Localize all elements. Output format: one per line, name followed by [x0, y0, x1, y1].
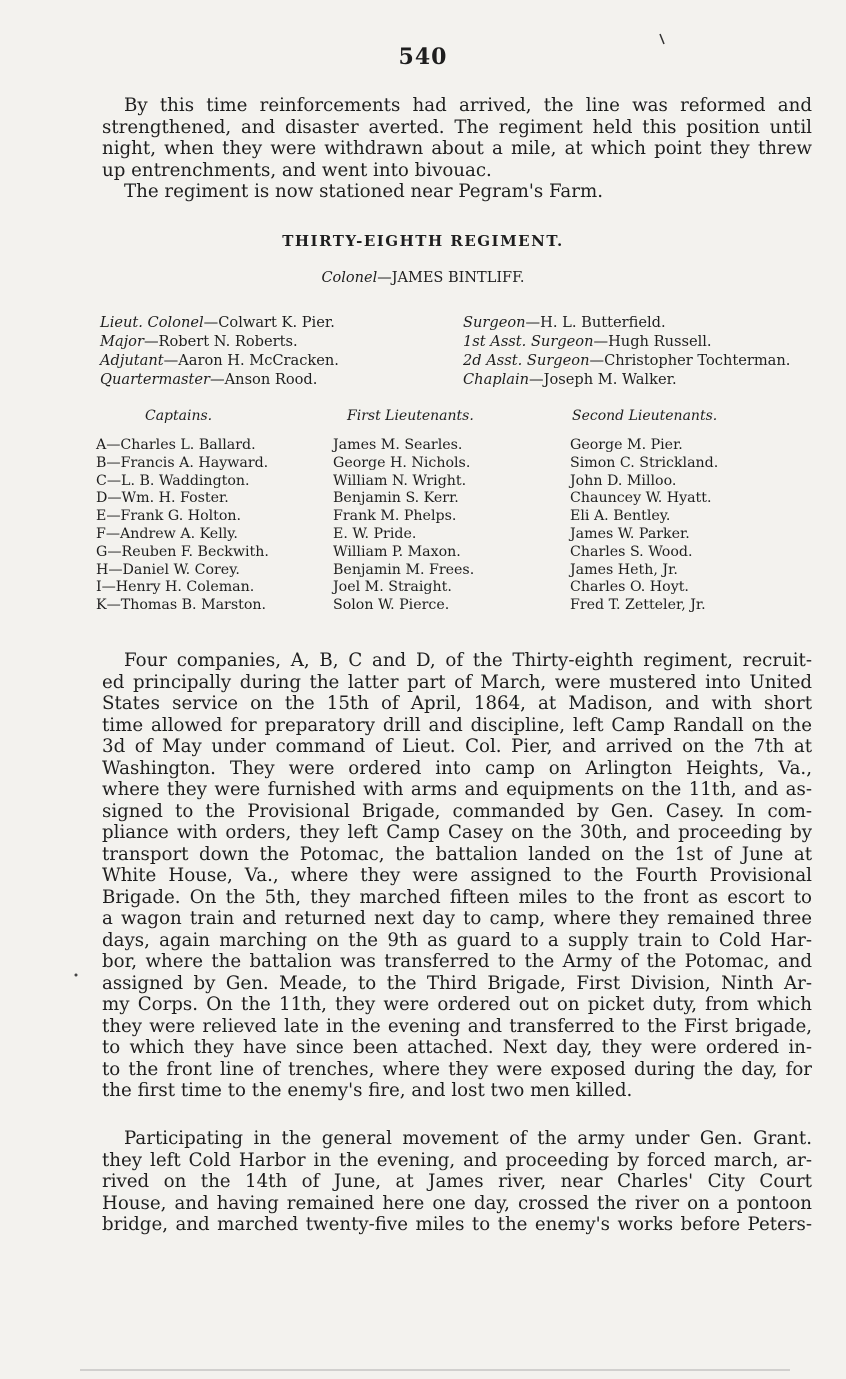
text-line: ed principally during the latter part of March, were mustered into United: [102, 671, 812, 693]
text-line: By this time reinforcements had arrived, the line was reformed and: [124, 95, 812, 116]
captain-name: C—L. B. Waddington.: [96, 472, 250, 489]
officer-name: Joseph M. Walker.: [543, 371, 677, 388]
officer-left: Adjutant—Aaron H. McCracken.: [100, 352, 339, 369]
second-lieutenant-name: Charles O. Hoyt.: [570, 579, 689, 596]
first-lieutenant-name: Frank M. Phelps.: [333, 508, 457, 525]
officer-title: Chaplain: [463, 371, 530, 388]
text-line: Participating in the general movement of the army under Gen. Grant.: [124, 1128, 812, 1149]
roster-row: [96, 544, 816, 562]
second-lieutenant-name: Eli A. Bentley.: [570, 508, 671, 525]
officer-left: Lieut. Colonel—Colwart K. Pier.: [100, 314, 335, 331]
captain-name: B—Francis A. Hayward.: [96, 454, 269, 471]
second-lieutenant-name: James W. Parker.: [570, 525, 690, 542]
first-lieutenant-name: Joel M. Straight.: [333, 579, 452, 596]
page-number: 540: [398, 44, 448, 70]
intro-paragraph: [102, 95, 812, 203]
text-line: the first time to the enemy's fire, and lost two men killed.: [102, 1080, 633, 1101]
officer-name: Anson Rood.: [224, 371, 318, 388]
second-lieutenant-name: Fred T. Zetteler, Jr.: [570, 597, 706, 614]
roster-row: [96, 526, 816, 544]
text-line: House, and having remained here one day, crossed the river on a pontoon: [102, 1192, 812, 1214]
text-line: assigned by Gen. Meade, to the Third Brigade, First Division, Ninth Ar-: [102, 972, 812, 994]
officer-right: 2d Asst. Surgeon—Christopher Tochterman.: [463, 352, 791, 369]
colonel-line: Colonel—JAMES BINTLIFF.: [321, 270, 525, 286]
second-lieutenant-name: Charles S. Wood.: [570, 543, 693, 560]
second-lieutenant-name: George M. Pier.: [570, 437, 683, 453]
captain-name: K—Thomas B. Marston.: [96, 597, 267, 614]
text-line: The regiment is now stationed near Pegram's Farm.: [124, 181, 603, 202]
text-line: signed to the Provisional Brigade, commanded by Gen. Casey. In com-: [102, 800, 812, 822]
roster-row: [96, 455, 816, 473]
text-line: White House, Va., where they were assigned to the Fourth Provisional: [102, 865, 812, 886]
text-line: States service on the 15th of April, 1864, at Madison, and with short: [102, 693, 812, 714]
officer-left: Quartermaster—Anson Rood.: [100, 371, 318, 388]
text-line: time allowed for preparatory drill and discipline, left Camp Randall on the: [102, 714, 812, 736]
text-line: where they were furnished with arms and equipments on the 11th, and as-: [102, 779, 812, 800]
text-line: bor, where the battalion was transferred to the Army of the Potomac, and: [102, 951, 812, 972]
text-line: strengthened, and disaster averted. The regiment held this position until: [102, 116, 812, 138]
text-line: pliance with orders, they left Camp Casey on the 30th, and proceeding by: [102, 822, 812, 843]
first-lieutenant-name: Benjamin S. Kerr.: [333, 490, 459, 507]
first-lieutenant-name: James M. Searles.: [333, 437, 463, 453]
officer-name: Christopher Tochterman.: [604, 352, 791, 369]
captains-header: Captains.: [145, 408, 213, 424]
first-lieutenant-name: William N. Wright.: [333, 472, 467, 489]
officer-right: Chaplain—Joseph M. Walker.: [463, 371, 677, 388]
colonel-title: Colonel: [321, 270, 378, 286]
officer-title: Quartermaster: [100, 371, 211, 388]
officer-name: H. L. Butterfield.: [540, 314, 666, 331]
second-lieutenants-header: Second Lieutenants.: [572, 408, 718, 424]
officer-title: Surgeon: [463, 314, 526, 331]
officer-name: Aaron H. McCracken.: [178, 352, 339, 369]
roster-row: [96, 473, 816, 491]
text-line: to which they have since been attached. Next day, they were ordered in-: [102, 1037, 812, 1058]
text-line: they left Cold Harbor in the evening, and proceeding by forced march, ar-: [102, 1149, 812, 1171]
text-line: my Corps. On the 11th, they were ordered out on picket duty, from which: [102, 994, 812, 1015]
text-line: bridge, and marched twenty-five miles to the enemy's works before Peters-: [102, 1214, 812, 1235]
text-line: Washington. They were ordered into camp on Arlington Heights, Va.,: [102, 757, 812, 779]
captain-name: A—Charles L. Ballard.: [96, 437, 256, 453]
first-lieutenant-name: Benjamin M. Frees.: [333, 561, 475, 578]
officer-title: Major: [100, 333, 144, 350]
text-line: night, when they were withdrawn about a mile, at which point they threw: [102, 138, 812, 159]
text-line: up entrenchments, and went into bivouac.: [102, 159, 492, 181]
officer-name: Robert N. Roberts.: [158, 333, 298, 350]
captain-name: I—Henry H. Coleman.: [96, 579, 255, 596]
officer-title: 1st Asst. Surgeon: [463, 333, 594, 350]
roster-row: [96, 508, 816, 526]
captain-name: D—Wm. H. Foster.: [96, 490, 229, 507]
roster-row: [96, 597, 816, 615]
field-staff-list: [100, 313, 820, 389]
second-lieutenant-name: Chauncey W. Hyatt.: [570, 490, 712, 507]
officer-name: Colwart K. Pier.: [218, 314, 335, 331]
final-paragraph: [102, 1128, 812, 1236]
regiment-heading: THIRTY-EIGHTH REGIMENT.: [282, 232, 564, 250]
colonel-name: JAMES BINTLIFF.: [391, 270, 525, 286]
first-lieutenant-name: Solon W. Pierce.: [333, 597, 450, 614]
roster-row: [96, 437, 816, 455]
officer-right: 1st Asst. Surgeon—Hugh Russell.: [463, 333, 712, 350]
narrative-paragraph: [102, 650, 812, 1102]
officer-row: [100, 351, 820, 370]
captain-name: F—Andrew A. Kelly.: [96, 525, 238, 542]
text-line: days, again marching on the 9th as guard to a supply train to Cold Har-: [102, 929, 812, 951]
first-lieutenants-header: First Lieutenants.: [347, 408, 474, 424]
second-lieutenant-name: Simon C. Strickland.: [570, 454, 719, 471]
first-lieutenant-name: E. W. Pride.: [333, 525, 417, 542]
officer-name: Hugh Russell.: [608, 333, 712, 350]
officer-row: [100, 370, 820, 389]
roster-row: [96, 490, 816, 508]
officer-left: Major—Robert N. Roberts.: [100, 333, 298, 350]
captain-name: H—Daniel W. Corey.: [96, 561, 240, 578]
first-lieutenant-name: William P. Maxon.: [333, 543, 461, 560]
officer-right: Surgeon—H. L. Butterfield.: [463, 314, 666, 331]
first-lieutenant-name: George H. Nichols.: [333, 454, 471, 471]
officer-row: [100, 313, 820, 332]
text-line: a wagon train and returned next day to camp, where they remained three: [102, 908, 812, 929]
second-lieutenant-name: James Heth, Jr.: [570, 561, 678, 578]
officer-title: 2d Asst. Surgeon: [463, 352, 590, 369]
text-line: they were relieved late in the evening and transferred to the First brigade,: [102, 1015, 812, 1037]
captain-name: E—Frank G. Holton.: [96, 508, 242, 525]
text-line: rived on the 14th of June, at James river, near Charles' City Court: [102, 1171, 812, 1192]
text-line: to the front line of trenches, where they were exposed during the day, for: [102, 1058, 812, 1080]
captain-name: G—Reuben F. Beckwith.: [96, 543, 269, 560]
company-roster: [96, 437, 816, 615]
text-line: Brigade. On the 5th, they marched fifteen miles to the front as escort to: [102, 886, 812, 908]
second-lieutenant-name: John D. Milloo.: [570, 472, 677, 489]
text-line: 3d of May under command of Lieut. Col. Pier, and arrived on the 7th at: [102, 736, 812, 757]
officer-row: [100, 332, 820, 351]
text-line: Four companies, A, B, C and D, of the Thirty-eighth regiment, recruit-: [124, 650, 812, 671]
text-line: transport down the Potomac, the battalion landed on the 1st of June at: [102, 843, 812, 865]
officer-title: Adjutant: [100, 352, 164, 369]
roster-row: [96, 579, 816, 597]
roster-row: [96, 562, 816, 580]
officer-title: Lieut. Colonel: [100, 314, 204, 331]
